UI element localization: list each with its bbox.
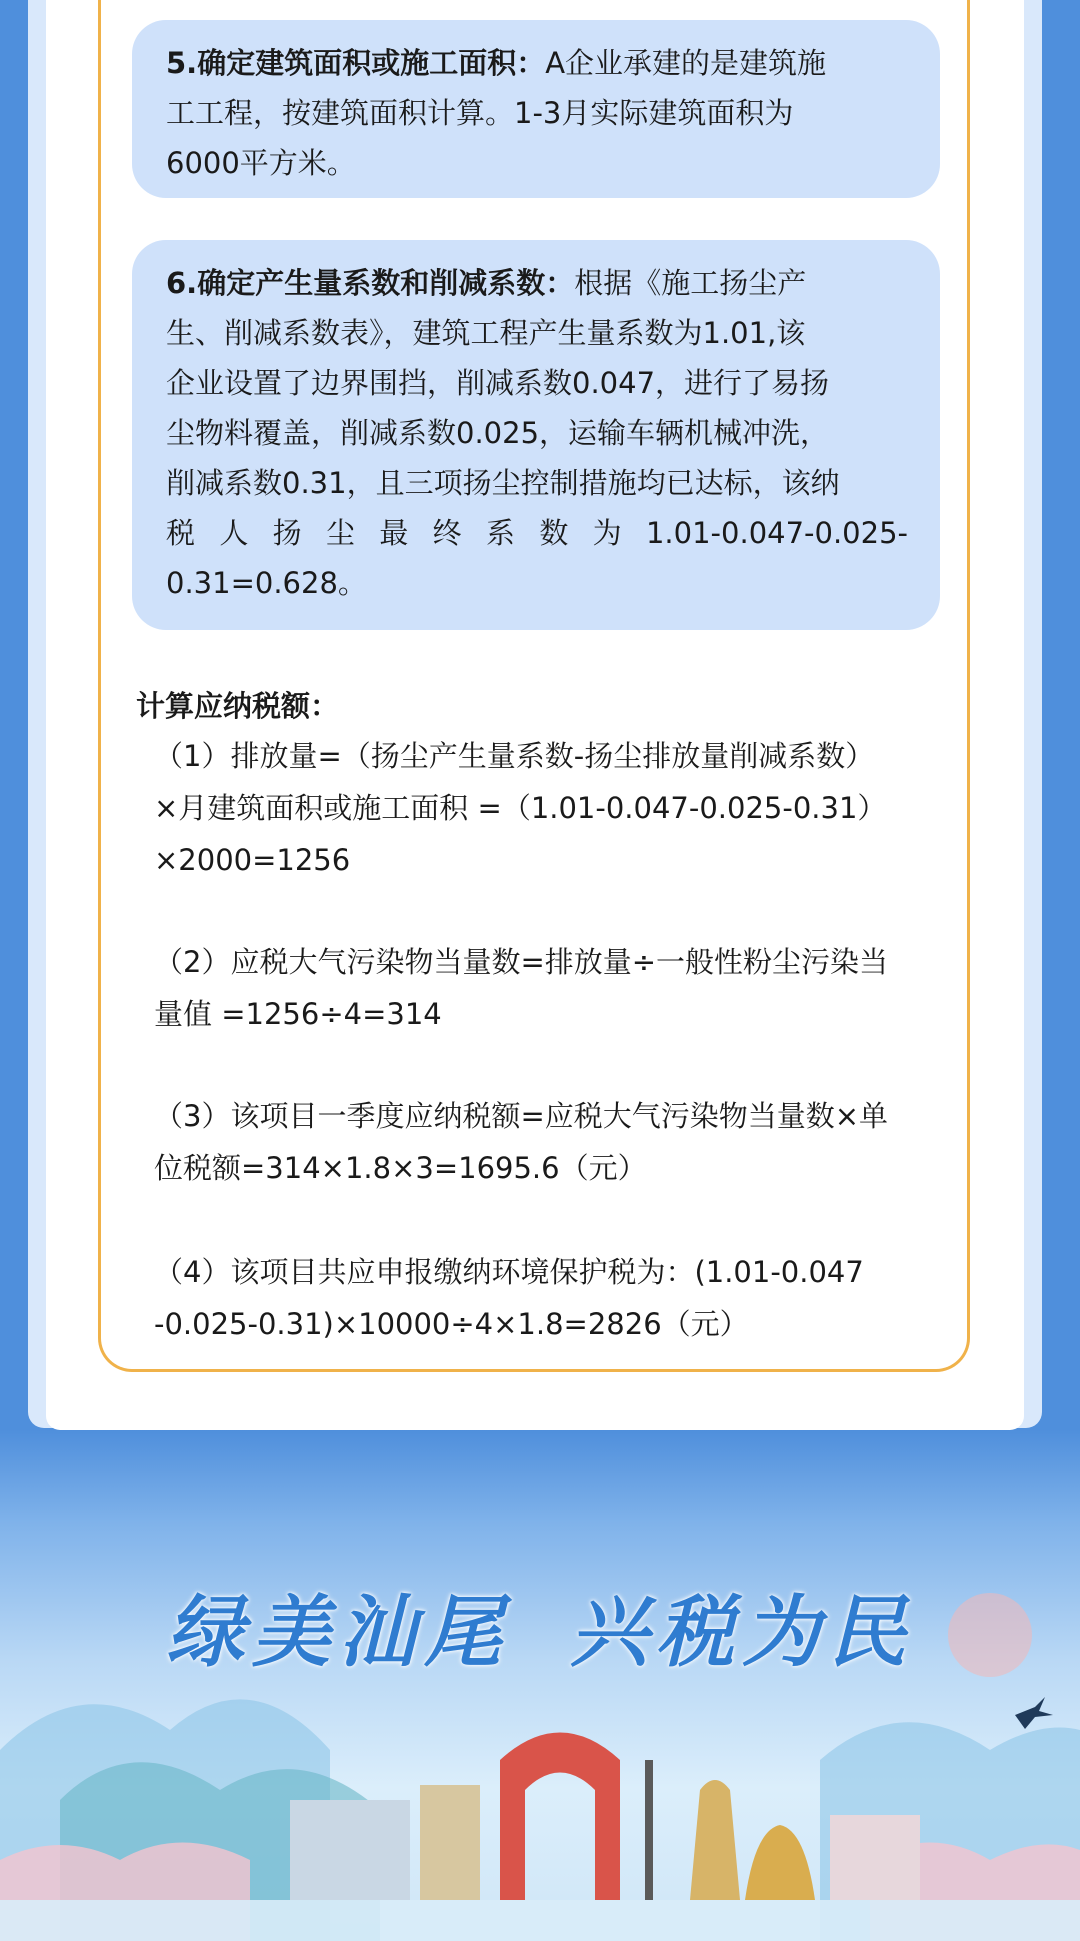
water bbox=[0, 1900, 1080, 1941]
card-6-text: 税人扬尘最终系数为1.01-0.047-0.025- bbox=[166, 516, 908, 550]
calc-step-2 bbox=[154, 936, 974, 1040]
calc-line: （4）该项目共应申报缴纳环境保护税为：(1.01-0.047 bbox=[154, 1255, 864, 1289]
calc-title: 计算应纳税额： bbox=[136, 689, 340, 723]
card-6-text: 生、削减系数表》，建筑工程产生量系数为1.01,该 bbox=[166, 316, 806, 350]
swallow-icon bbox=[1015, 1697, 1053, 1729]
calc-line: ×2000=1256 bbox=[154, 843, 351, 877]
card-6-text: 根据《施工扬尘产 bbox=[574, 266, 807, 300]
building-gate bbox=[290, 1800, 410, 1900]
card-5-text: 工工程，按建筑面积计算。1-3月实际建筑面积为 bbox=[166, 96, 794, 130]
pagoda bbox=[420, 1785, 480, 1900]
archway bbox=[500, 1733, 620, 1901]
slogan-right: 兴税为民 bbox=[570, 1587, 915, 1678]
card-5-text: A企业承建的是建筑施 bbox=[545, 46, 827, 80]
card-6-text: 削减系数0.31，且三项扬尘控制措施均已达标，该纳 bbox=[166, 466, 840, 500]
card-6-text: 企业设置了边界围挡，削减系数0.047，进行了易扬 bbox=[166, 366, 830, 400]
landscape-illustration bbox=[0, 1430, 1080, 1941]
calc-line: （2）应税大气污染物当量数=排放量÷一般性粉尘污染当 bbox=[154, 945, 889, 979]
calc-step-4 bbox=[154, 1246, 974, 1350]
calc-step-3 bbox=[154, 1090, 974, 1194]
calc-line: ×月建筑面积或施工面积 =（1.01-0.047-0.025-0.31） bbox=[154, 791, 887, 825]
calc-line: （3）该项目一季度应纳税额=应税大气污染物当量数×单 bbox=[154, 1099, 889, 1133]
footer-banner bbox=[0, 1430, 1080, 1941]
card-5-text: 6000平方米。 bbox=[166, 146, 356, 180]
card-6-title: 6.确定产生量系数和削减系数： bbox=[166, 266, 575, 300]
card-6-text: 0.31=0.628。 bbox=[166, 566, 367, 600]
tower bbox=[645, 1760, 653, 1900]
calc-line: -0.025-0.31)×10000÷4×1.8=2826（元） bbox=[154, 1307, 749, 1341]
calc-line: 位税额=314×1.8×3=1695.6（元） bbox=[154, 1151, 647, 1185]
calc-step-1 bbox=[154, 730, 974, 886]
memorial-gate bbox=[830, 1815, 920, 1900]
statue bbox=[690, 1780, 740, 1900]
slogan-left: 绿美汕尾 bbox=[165, 1587, 510, 1678]
step-card-6 bbox=[132, 240, 940, 630]
slogan bbox=[0, 1570, 1080, 1682]
card-6-text: 尘物料覆盖，削减系数0.025，运输车辆机械冲洗， bbox=[166, 416, 830, 450]
calc-line: （1）排放量=（扬尘产生量系数-扬尘排放量削减系数） bbox=[154, 739, 875, 773]
step-card-5 bbox=[132, 20, 940, 198]
buddha-statue bbox=[745, 1825, 815, 1900]
calc-line: 量值 =1256÷4=314 bbox=[154, 997, 442, 1031]
card-5-title: 5.确定建筑面积或施工面积： bbox=[166, 46, 546, 80]
